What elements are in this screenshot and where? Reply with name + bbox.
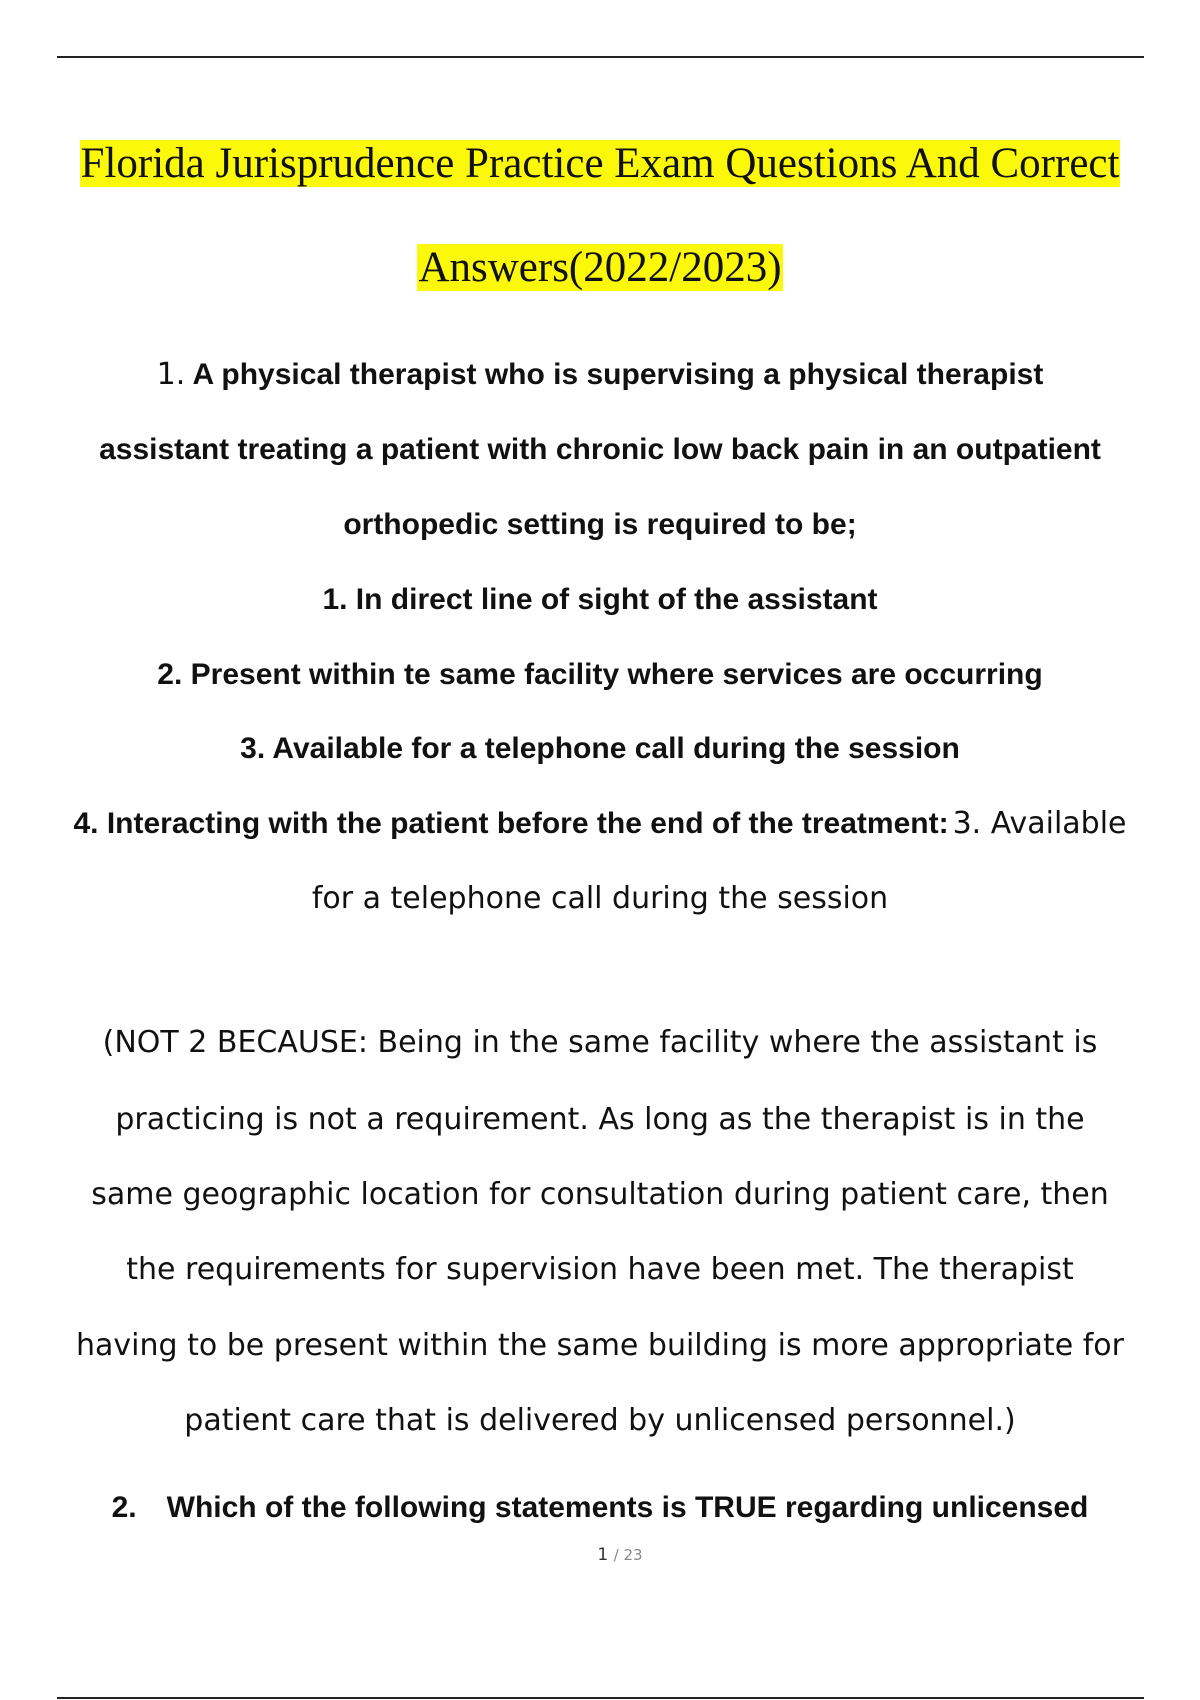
question-1-option-1: 1. In direct line of sight of the assistant [322,583,878,616]
document-title-line-2: Answers(2022/2023) [418,244,782,291]
page-current: 1 [597,1545,609,1565]
question-1-option-4-with-answer [0,804,1200,849]
page-total: / 23 [613,1546,643,1564]
question-1-text-line-3: orthopedic setting is required to be; [343,508,857,541]
question-1-answer: 3. Available [952,806,1127,841]
page-indicator [0,1545,1200,1565]
question-1-option-2: 2. Present within te same facility where services are occurring [157,658,1043,691]
explanation-line-5: having to be present within the same building is more appropriate for [76,1328,1124,1363]
question-1-answer-continued: for a telephone call during the session [311,881,889,916]
explanation-line-3: same geographic location for consultation during patient care, then [91,1177,1109,1212]
explanation-line-2: practicing is not a requirement. As long as the therapist is in the [115,1102,1085,1137]
question-1-number: 1. [156,357,186,392]
explanation-line-6: patient care that is delivered by unlicensed personnel.) [184,1403,1016,1438]
question-2-number: 2. [111,1491,137,1524]
question-1-option-3: 3. Available for a telephone call during the session [240,732,960,765]
question-1-text-line-2: assistant treating a patient with chronic low back pain in an outpatient [99,433,1101,466]
top-divider [57,56,1144,58]
explanation-line-4: the requirements for supervision have been met. The therapist [126,1252,1074,1287]
question-1-text-line-1: 1. A physical therapist who is supervising a physical therapist [156,357,1044,392]
question-1-option-4: 4. Interacting with the patient before the end of the treatment: [73,807,949,840]
bottom-divider [57,1697,1144,1699]
explanation-line-1: (NOT 2 BECAUSE: Being in the same facility where the assistant is [102,1025,1098,1060]
document-title-line-1: Florida Jurisprudence Practice Exam Questions And Correct [80,140,1120,187]
question-2-text-line-1: 2. Which of the following statements is TRUE regarding unlicensed [111,1491,1089,1524]
